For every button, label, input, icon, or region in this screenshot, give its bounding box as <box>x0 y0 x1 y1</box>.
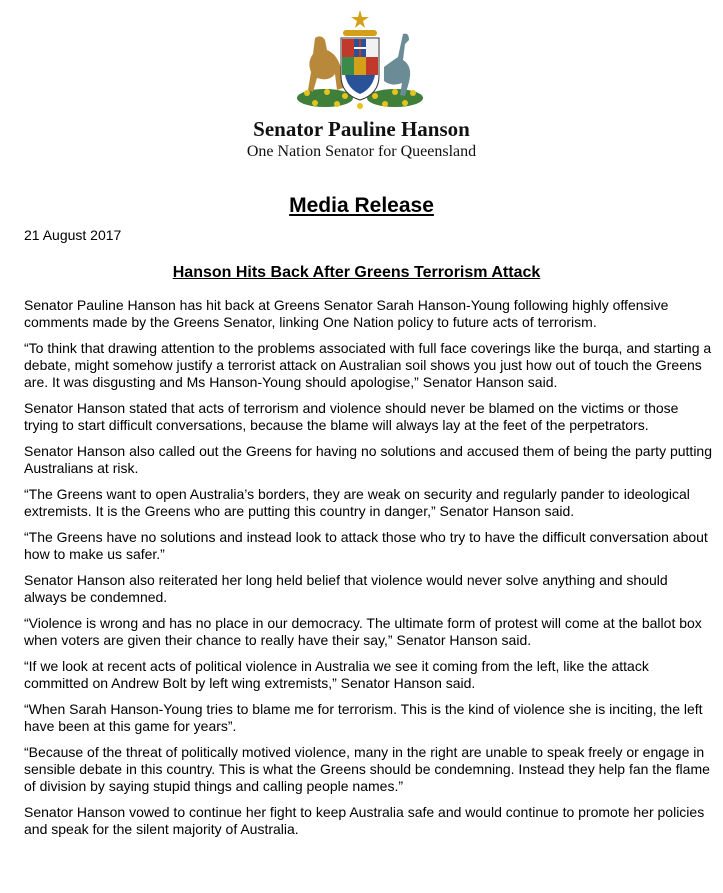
body-paragraph: “If we look at recent acts of political violence in Australia we see it coming from the left, like the attack committed on Andrew Bolt by left wing extremists,” Senator Hanson said. <box>24 658 649 691</box>
coat-of-arms-icon <box>285 8 435 113</box>
senator-role: One Nation Senator for Queensland <box>246 143 477 160</box>
release-date: 21 August 2017 <box>24 227 122 243</box>
release-body <box>24 297 714 847</box>
body-paragraph: “Violence is wrong and has no place in our democracy. The ultimate form of protest will come at the ballot box when voters are given their chance to really have their say,” Senator Hanson said. <box>24 615 702 648</box>
body-paragraph: “Because of the threat of politically motived violence, many in the right are unable to speak freely or engage in sensible debate in this country. This is what the Greens should be condemning. Instead they help fan the flame of division by saying stupid things and calling people names.” <box>24 744 710 794</box>
body-paragraph: “The Greens want to open Australia’s borders, they are weak on security and regularly pander to ideological extremists. It is the Greens who are putting this country in danger,” Senator Hanson said. <box>24 486 690 519</box>
document-type-heading: Media Release <box>289 194 434 217</box>
body-paragraph: “The Greens have no solutions and instead look to attack those who try to have the difficult conversation about how to make us safer.” <box>24 529 708 562</box>
body-paragraph: Senator Pauline Hanson has hit back at Greens Senator Sarah Hanson-Young following highly offensive comments made by the Greens Senator, linking One Nation policy to future acts of terrorism. <box>24 297 669 330</box>
body-paragraph: Senator Hanson also reiterated her long held belief that violence would never solve anything and should always be condemned. <box>24 572 668 605</box>
body-paragraph: “When Sarah Hanson-Young tries to blame me for terrorism. This is the kind of violence she is inciting, the left have been at this game for years”. <box>24 701 703 734</box>
release-headline: Hanson Hits Back After Greens Terrorism Attack <box>172 264 541 281</box>
senator-name: Senator Pauline Hanson <box>253 117 470 141</box>
body-paragraph: Senator Hanson also called out the Greens for having no solutions and accused them of being the party putting Australians at risk. <box>24 443 712 476</box>
body-paragraph: Senator Hanson stated that acts of terrorism and violence should never be blamed on the victims or those trying to start difficult conversations, because the blame will always lay at the feet of the perpetrators. <box>24 400 679 433</box>
body-paragraph: “To think that drawing attention to the problems associated with full face coverings like the burqa, and starting a debate, might somehow justify a terrorist attack on Australian soil shows you just how out of touch the Greens are. It was disgusting and Ms Hanson-Young should apologise,” Senator Hanson said. <box>24 340 712 390</box>
body-paragraph: Senator Hanson vowed to continue her fight to keep Australia safe and would continue to promote her policies and speak for the silent majority of Australia. <box>24 804 705 837</box>
